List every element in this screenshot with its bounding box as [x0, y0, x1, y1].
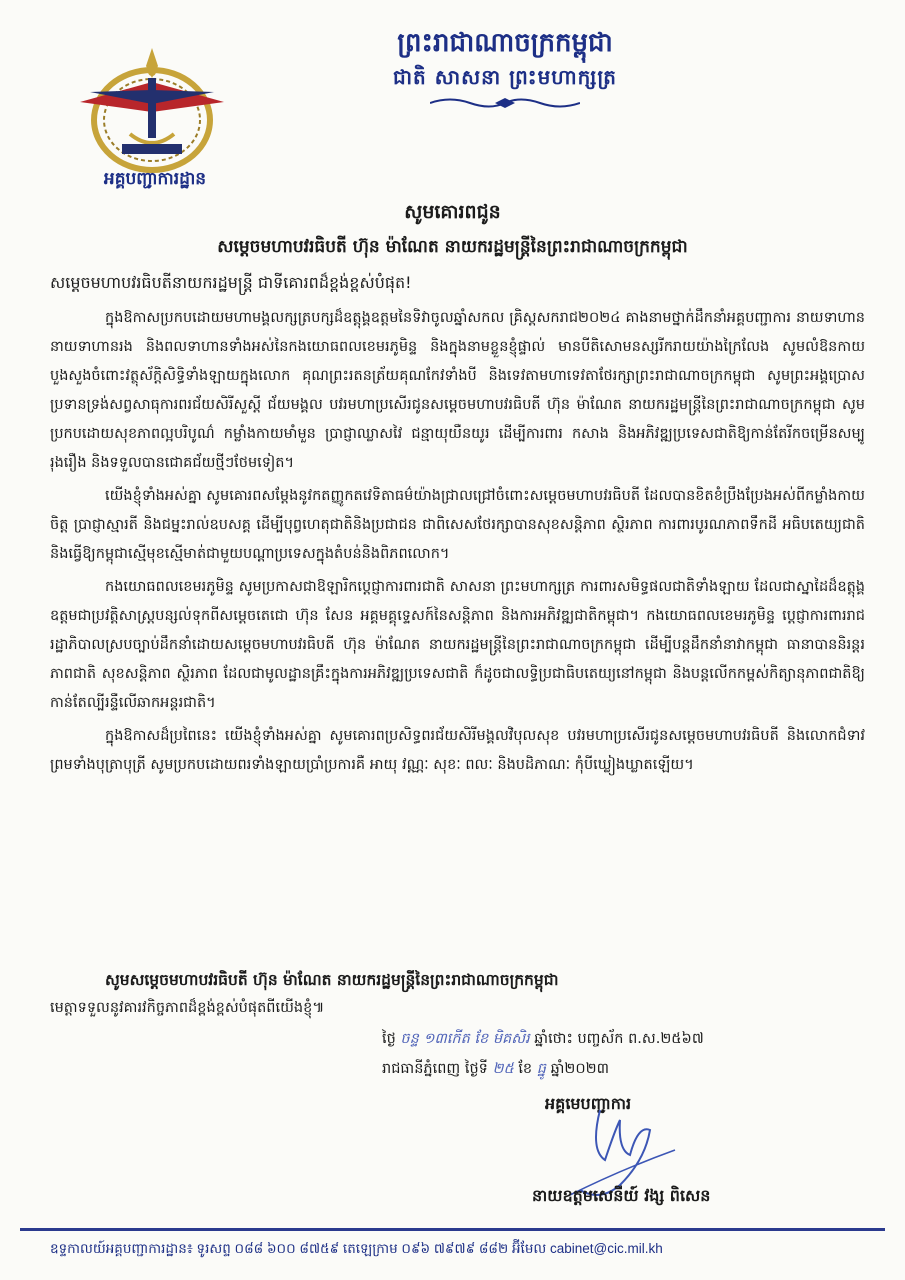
closing-line-1: សូមសម្តេចមហាបវរធិបតី ហ៊ុន ម៉ាណែត នាយករដ្ឋមន្ត្រីនៃព្រះរាជាណាចក្រកម្ពុជា	[105, 971, 559, 989]
body-paragraph: កងយោធពលខេមរភូមិន្ទ សូមប្រកាសជាឱឡារិកប្តេជ្ញាការពារជាតិ សាសនា ព្រះមហាក្សត្រ ការពារសមិទ្ធផលជាតិទាំងឡាយ ដែលជាស្នាដៃដ៏ឧត្តុង្គឧត្តមជាប្រវត្តិសាស្ត្របន្សល់ទុកពីសម្តេចតេជោ ហ៊ុន សែន អគ្គមគ្គុទ្ទេសក៍នៃសន្តិភាព និងការអភិវឌ្ឍជាតិកម្ពុជា។ កងយោធពលខេមរភូមិន្ទ ប្តេជ្ញាការពាររាជរដ្ឋាភិបាលស្របច្បាប់ដឹកនាំដោយសម្តេចមហាបវរធិបតី ហ៊ុន ម៉ាណែត នាយករដ្ឋមន្ត្រីនៃព្រះរាជាណាចក្រកម្ពុជា ដើម្បីបន្តដឹកនាំនាវាកម្ពុជា ធានាបាននិរន្តរភាពជាតិ សុខសន្តិភាព ស្ថិរភាព ដែលជាមូលដ្ឋានគ្រឹះក្នុងការអភិវឌ្ឍប្រទេសជាតិ ក៏ដូចជាលទ្ធិប្រជាធិបតេយ្យនៅកម្ពុជា និងបន្តលើកកម្ពស់កិត្យានុភាពជាតិឱ្យកាន់តែល្បីរន្ទឺលើឆាកអន្តរជាតិ។	[50, 579, 865, 711]
closing-block	[50, 966, 865, 1022]
solar-date	[382, 1060, 609, 1081]
solar-month: ធ្នូ	[536, 1061, 546, 1077]
lunar-date	[382, 1030, 704, 1051]
body-paragraph: យើងខ្ញុំទាំងអស់គ្នា សូមគោរពសម្តែងនូវកតញ្ញូកតវេទិតាធម៌យ៉ាងជ្រាលជ្រៅចំពោះសម្តេចមហាបវរធិបតី ដែលបានខិតខំប្រឹងប្រែងអស់ពីកម្លាំងកាយចិត្ត ប្រាជ្ញាស្មារតី និងជម្នះរាល់ឧបសគ្គ ដើម្បីបុព្វហេតុជាតិនិងប្រជាជន ជាពិសេសថែរក្សាបានសុខសន្តិភាព ស្ថិរភាព ការពារបូរណភាពទឹកដី អធិបតេយ្យជាតិ និងធ្វើឱ្យកម្ពុជាស្មើមុខស្មើមាត់ជាមួយបណ្តាប្រទេសក្នុងតំបន់និងពិភពលោក។	[50, 488, 865, 562]
headquarters-label: អគ្គបញ្ជាការដ្ឋាន	[103, 169, 207, 189]
footer-divider	[20, 1228, 885, 1231]
kingdom-title: ព្រះរាជាណាចក្រកម្ពុជា	[397, 28, 613, 58]
recipient-line: សម្តេចមហាបវរធិបតី ហ៊ុន ម៉ាណែត នាយករដ្ឋមន្ត្រីនៃព្រះរាជាណាចក្រកម្ពុជា	[217, 237, 688, 257]
lunar-prefix: ថ្ងៃ	[382, 1031, 396, 1047]
lunar-suffix: ឆ្នាំថោះ បញ្ចស័ក ព.ស.២៥៦៧	[534, 1031, 704, 1047]
footer-contact: ឧទ្ទកាលយ៍អគ្គបញ្ជាការដ្ឋាន៖ ទូរសព្ទ ០៨៨ ៦០០ ៨៧៥៩ តេឡេក្រាម ០៩៦ ៧៩៧៩ ៨៨២ អ៊ីមែល cabinet@cic.mil.kh	[50, 1241, 663, 1256]
greeting-line: សម្តេចមហាបវរធិបតីនាយករដ្ឋមន្ត្រី ជាទីគោរពដ៏ខ្ពង់ខ្ពស់បំផុត!	[50, 273, 412, 292]
signatory-name: នាយឧត្តមសេនីយ៍ វង្ស ពិសេន	[532, 1186, 711, 1205]
solar-month-label: ខែ	[518, 1061, 533, 1077]
signatory-title: អគ្គមេបញ្ជាការ	[545, 1094, 632, 1113]
solar-prefix: រាជធានីភ្នំពេញ ថ្ងៃទី	[382, 1061, 488, 1077]
body-paragraph: ក្នុងឱកាសប្រកបដោយមហាមង្គលក្សត្របក្សដ៏ឧត្តុង្គឧត្តមនៃទិវាចូលឆ្នាំសកល គ្រិស្តសករាជ២០២៤ គាងនាមថ្នាក់ដឹកនាំអគ្គបញ្ជាការ នាយទាហាន នាយទាហានរង និងពលទាហានទាំងអស់នៃកងយោធពលខេមរភូមិន្ទ និងក្នុងនាមខ្លួនខ្ញុំផ្ទាល់ មានបីតិសោមនស្សរីករាយយ៉ាងក្រៃលែង សូមលំឱនកាយបួងសួងចំពោះវត្ថុស័ក្តិសិទ្ធិទាំងឡាយក្នុងលោក គុណព្រះរតនត្រ័យគុណកែវទាំងបី និងទេវតាមហាទេវតាថែរក្សាព្រះរាជាណាចក្រកម្ពុជា សូមព្រះអង្គប្រោសប្រទានទ្រង់សព្វសាធុការពរជ័យសិរីសួស្តី ជ័យមង្គល បវរមហាប្រសើរជូនសម្តេចមហាបវរធិបតី ហ៊ុន ម៉ាណែត នាយករដ្ឋមន្ត្រីនៃព្រះរាជាណាចក្រកម្ពុជា សូមប្រកបដោយសុខភាពល្អបរិបូណ៌ កម្លាំងកាយមាំមួន ប្រាជ្ញាឈ្លាសវៃ ជន្មាយុយឺនយូរ ដើម្បីការពារ កសាង និងអភិវឌ្ឍប្រទេសជាតិឱ្យកាន់តែរីកចម្រើនសម្បូរុងរឿង និងទទួលបានជោគជ័យថ្មីៗថែមទៀត។	[50, 310, 865, 471]
letter-body	[50, 304, 865, 784]
solar-year: ឆ្នាំ២០២៣	[550, 1061, 609, 1077]
salutation: សូមគោរពជូន	[404, 201, 501, 223]
lunar-handwritten: ចន្ទ ១៣កើត ខែ មិគសិរ	[400, 1031, 530, 1047]
ornament-divider-icon	[430, 96, 580, 110]
body-paragraph: ក្នុងឱកាសដ៏ប្រពៃនេះ យើងខ្ញុំទាំងអស់គ្នា សូមគោរពប្រសិទ្ធពរជ័យសិរីមង្គលវិបុលសុខ បវរមហាប្រសើរជូនសម្តេចមហាបវរធិបតី និងលោកជំទាវ ព្រមទាំងបុត្រាបុត្រី សូមប្រកបដោយពរទាំងឡាយប្រាំប្រការគឺ អាយុ វណ្ណៈ សុខៈ ពលៈ និងបដិភាណៈ កុំបីឃ្លៀងឃ្លាតឡើយ។	[50, 728, 865, 773]
national-motto: ជាតិ សាសនា ព្រះមហាក្សត្រ	[393, 65, 617, 89]
solar-day: ២៥	[492, 1061, 514, 1077]
closing-line-2: មេត្តាទទួលនូវគារវកិច្ចភាពដ៏ខ្ពង់ខ្ពស់បំផុតពីយើងខ្ញុំ៕	[50, 1000, 325, 1016]
military-emblem-icon	[70, 42, 235, 177]
